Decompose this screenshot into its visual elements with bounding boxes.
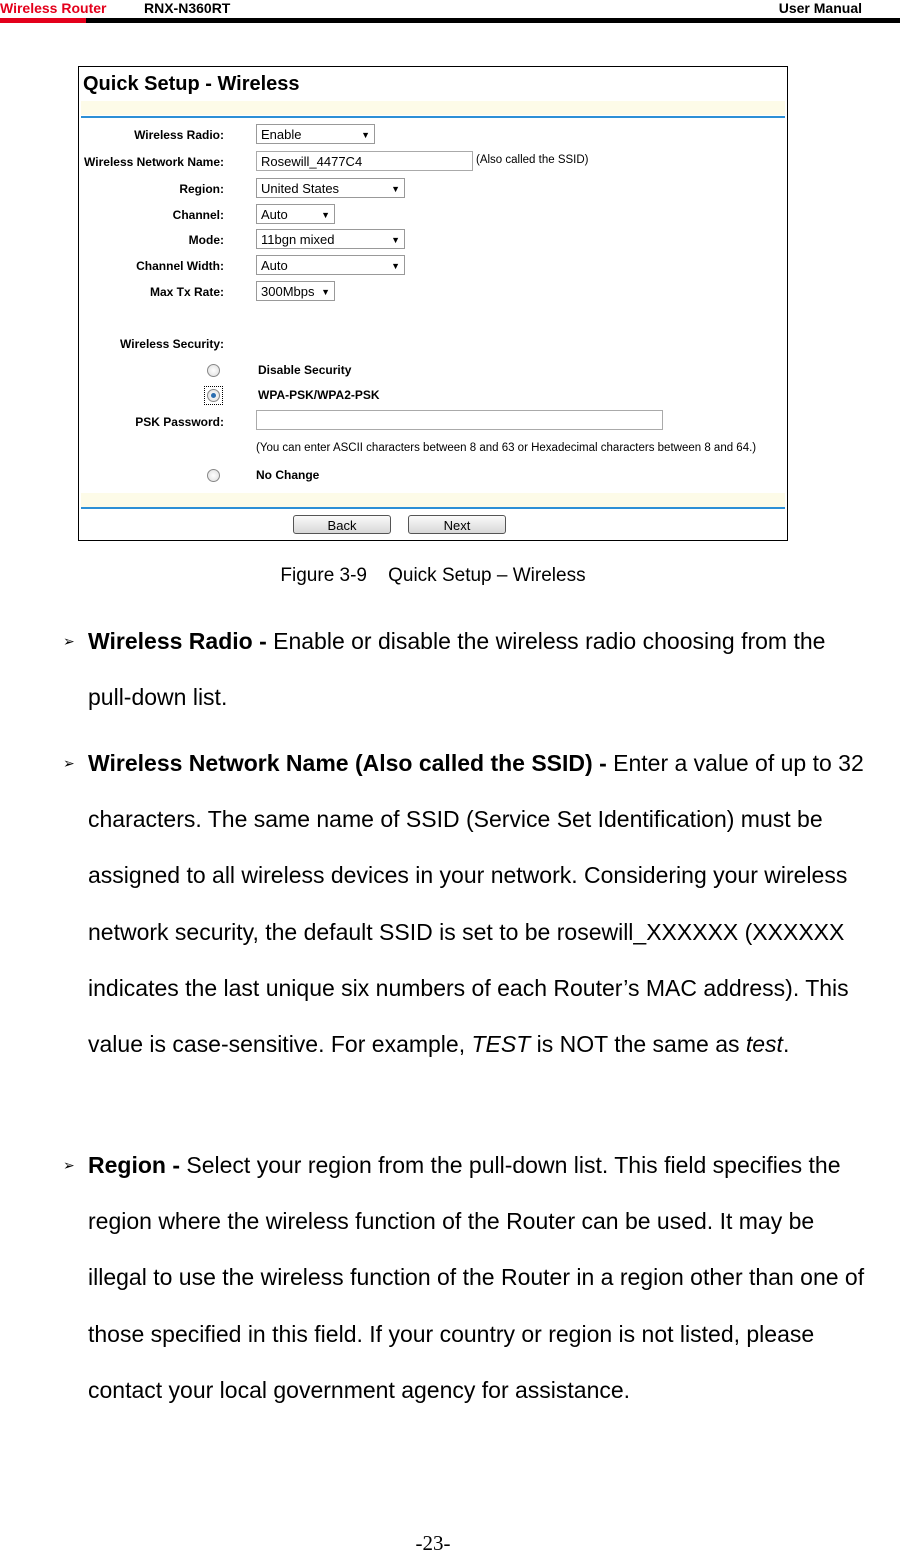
chevron-down-icon: ▼ — [321, 210, 330, 220]
chevron-down-icon: ▼ — [391, 184, 400, 194]
bullet-icon: ➢ — [63, 633, 75, 649]
bullet-icon: ➢ — [63, 755, 75, 771]
channel-width-label: Channel Width: — [136, 259, 224, 273]
item-term: Wireless Network Name (Also called the SSID) - — [88, 750, 607, 776]
max-tx-rate-label: Max Tx Rate: — [149, 285, 224, 299]
disable-security-label: Disable Security — [258, 363, 352, 377]
ssid-label: Wireless Network Name: — [84, 155, 224, 169]
bottom-rule — [81, 507, 785, 509]
ssid-note: (Also called the SSID) — [476, 154, 589, 166]
quick-setup-wireless-screenshot — [78, 66, 788, 541]
region-label: Region: — [179, 182, 224, 196]
item-ssid: Wireless Network Name (Also called the SSID) - Enter a value of up to 32 characters. The same name of SSID (Service Set Identification) must be assigned to all wireless devices in your network. Considering your wireless network security, the default SSID is set to be rosewill_XXXXXX (XXXXXX indicates the last unique six numbers of each Router’s MAC address). This value is case-sensitive. For example, TEST is NOT the same as test. — [88, 750, 864, 1058]
top-rule — [81, 116, 785, 118]
item-term: Region - — [88, 1152, 180, 1178]
channel-select[interactable]: Auto ▼ — [256, 204, 335, 224]
chevron-down-icon: ▼ — [391, 235, 400, 245]
no-change-radio[interactable] — [207, 469, 220, 482]
back-button[interactable]: Back — [293, 515, 391, 534]
no-change-label: No Change — [256, 468, 320, 482]
wpa-psk-label: WPA-PSK/WPA2-PSK — [258, 388, 380, 402]
wpa-psk-radio[interactable] — [207, 389, 220, 402]
mode-select[interactable]: 11bgn mixed ▼ — [256, 229, 405, 249]
figure-caption: Figure 3-9 Quick Setup – Wireless — [280, 565, 586, 586]
title-band — [81, 101, 785, 115]
bullet-icon: ➢ — [63, 1157, 75, 1173]
header-model: RNX-N360RT — [144, 0, 231, 16]
item-wireless-radio: Wireless Radio - Enable or disable the wireless radio choosing from the pull-down list. — [88, 628, 826, 711]
bottom-band — [81, 493, 785, 507]
chevron-down-icon: ▼ — [321, 287, 330, 297]
header-manual: User Manual — [778, 0, 862, 16]
next-button[interactable]: Next — [408, 515, 506, 534]
chevron-down-icon: ▼ — [391, 261, 400, 271]
psk-password-hint: (You can enter ASCII characters between 8 and 63 or Hexadecimal characters between 8 and 64.) — [256, 442, 757, 454]
disable-security-radio[interactable] — [207, 364, 220, 377]
item-term: Wireless Radio - — [88, 628, 267, 654]
psk-password-input[interactable] — [256, 410, 663, 430]
wireless-security-label: Wireless Security: — [120, 337, 224, 351]
header-rule-black — [86, 18, 900, 23]
header-brand: Wireless Router — [0, 0, 107, 16]
wireless-radio-label: Wireless Radio: — [134, 128, 224, 142]
mode-label: Mode: — [188, 233, 224, 247]
item-region: Region - Select your region from the pull-down list. This field specifies the region where the wireless function of the Router can be used. It may be illegal to use the wireless function of the Router in a region other than one of those specified in this field. If your country or region is not listed, please contact your local government agency for assistance. — [88, 1152, 865, 1403]
header-rule-red — [0, 18, 86, 23]
chevron-down-icon: ▼ — [361, 130, 370, 140]
max-tx-rate-select[interactable]: 300Mbps ▼ — [256, 281, 335, 301]
page-header — [0, 0, 900, 22]
region-select[interactable]: United States ▼ — [256, 178, 405, 198]
ssid-input[interactable]: Rosewill_4477C4 — [256, 151, 473, 171]
channel-width-select[interactable]: Auto ▼ — [256, 255, 405, 275]
psk-password-label: PSK Password: — [135, 415, 224, 429]
panel-title: Quick Setup - Wireless — [83, 73, 300, 95]
wireless-radio-select[interactable]: Enable ▼ — [256, 124, 375, 144]
page-number: -23- — [415, 1531, 451, 1555]
channel-label: Channel: — [172, 208, 224, 222]
